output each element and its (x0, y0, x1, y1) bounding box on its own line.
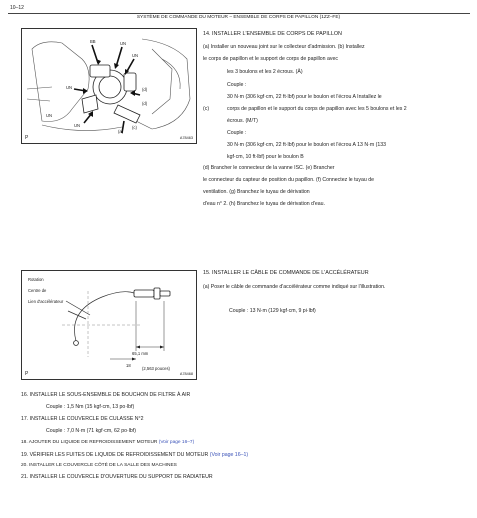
dimension-inches: (2,563 pouces) (142, 366, 170, 371)
step-18-title: 18. AJOUTER DU LIQUIDE DE REFROIDISSEMENT MOTEUR (21, 440, 158, 445)
step-14-line: 30 N·m (306 kgf·cm, 22 ft·lbf) pour le boulon et l'écrou A Installez le (227, 94, 382, 100)
callout-d-2: (d) (142, 101, 148, 106)
accelerator-cable-drawing (22, 271, 196, 379)
throttle-body-drawing (22, 29, 196, 143)
step-14-torque-label: Couple : (227, 130, 247, 136)
label-centre: Centre de (28, 288, 47, 293)
step-14-line: 30 N·m (306 kgf·cm, 22 ft·lbf) pour le boulon et l'écrou A 13 N·m (133 (227, 142, 386, 148)
step-15-title: 15. INSTALLER LE CÂBLE DE COMMANDE DE L'ACCÉLÉRATEUR (203, 270, 369, 276)
dimension-18: 18 (126, 363, 131, 368)
callout-un-3: UN (66, 85, 73, 90)
step-14-line: d'eau n° 2. (h) Branchez le tuyau de dérivation d'eau. (203, 201, 326, 207)
callout-a: (a) (118, 129, 124, 134)
step-14-line: écrous. (M/T) (227, 118, 258, 124)
accelerator-cable-illustration (21, 270, 197, 380)
step-15-line: (a) Poser le câble de commande d'accélérateur comme indiqué sur l'illustration. (203, 284, 386, 290)
step-14-substep-marker: (c) (203, 106, 210, 112)
step-19-page-link[interactable]: (Voir page 16–1) (209, 452, 249, 458)
step-14-line: (a) Installer un nouveau joint sur le collecteur d'admission. (b) Installez (203, 44, 365, 50)
step-14-line: le connecteur du capteur de position du papillon. (f) Connectez le tuyau de (203, 177, 375, 183)
step-21-title: 21. INSTALLER LE COUVERCLE D'OUVERTURE DU SUPPORT DE RADIATEUR (21, 474, 213, 480)
step-14-line: corps de papillon et le support du corps de papillon avec les 5 boulons et les 2 (227, 106, 407, 112)
label-rotation: Rotation (28, 277, 44, 282)
step-20-title: 20. INSTALLER LE COUVERCLE CÔTÉ DE LA SALLE DES MACHINES (21, 463, 177, 468)
step-14-line: les 3 boulons et les 2 écrous. (Â) (227, 69, 303, 75)
header-rule (8, 13, 470, 14)
figure-p-mark: P (25, 135, 29, 141)
step-14-line: (d) Brancher le connecteur de la vanne ISC. (e) Brancher (203, 165, 335, 171)
step-17-torque: Couple : 7,0 N·m (71 kgf·cm, 62 po·lbf) (46, 428, 136, 434)
step-16-torque: Couple : 1,5 Nm (15 kgf·cm, 13 po·lbf) (46, 404, 135, 410)
step-17-title: 17. INSTALLER LE COUVERCLE DE CULASSE N°2 (21, 416, 144, 422)
page-header-title: SYSTÈME DE COMMANDE DU MOTEUR – ENSEMBLE DE CORPS DE PAPILLON (1ZZ–FE) (136, 15, 341, 20)
step-18 (21, 441, 194, 446)
page-number: 10–12 (10, 5, 24, 11)
step-14-line: le corps de papillon et le support de corps de papillon avec (203, 56, 338, 62)
label-accelerator-link: Lien d'accélérateur (28, 299, 64, 304)
step-16-title: 16. INSTALLER LE SOUS-ENSEMBLE DE BOUCHON DE FILTRE À AIR (21, 392, 191, 398)
throttle-body-illustration (21, 28, 197, 144)
step-14-title: 14. INSTALLER L'ENSEMBLE DE CORPS DE PAPILLON (203, 31, 342, 37)
step-14-line: ventilation. (g) Branchez le tuyau de dérivation (203, 189, 310, 195)
callout-bb: BB (90, 39, 96, 44)
figure-code: A78468 (179, 372, 193, 376)
dimension-mm: 65,1 mm (132, 351, 149, 356)
step-14-torque-label: Couple : (227, 82, 247, 88)
callout-un-1: UN (120, 41, 127, 46)
step-19 (21, 453, 248, 458)
callout-c: (c) (132, 125, 137, 130)
step-19-title: 19. VÉRIFIER LES FUITES DE LIQUIDE DE REFROIDISSEMENT DU MOTEUR (21, 452, 209, 458)
step-18-page-link[interactable]: (Voir page 16–7) (158, 440, 195, 445)
callout-un-4: UN (74, 123, 81, 128)
figure-p-mark: P (25, 371, 29, 377)
step-14-line: kgf·cm, 10 ft·lbf) pour le boulon B (227, 154, 304, 160)
step-15-torque: Couple : 13 N·m (129 kgf·cm, 9 pi·lbf) (229, 308, 316, 314)
callout-un-5: UN (46, 113, 53, 118)
figure-code: A78463 (179, 136, 193, 140)
callout-d-1: (d) (142, 87, 148, 92)
callout-un-2: UN (132, 53, 139, 58)
